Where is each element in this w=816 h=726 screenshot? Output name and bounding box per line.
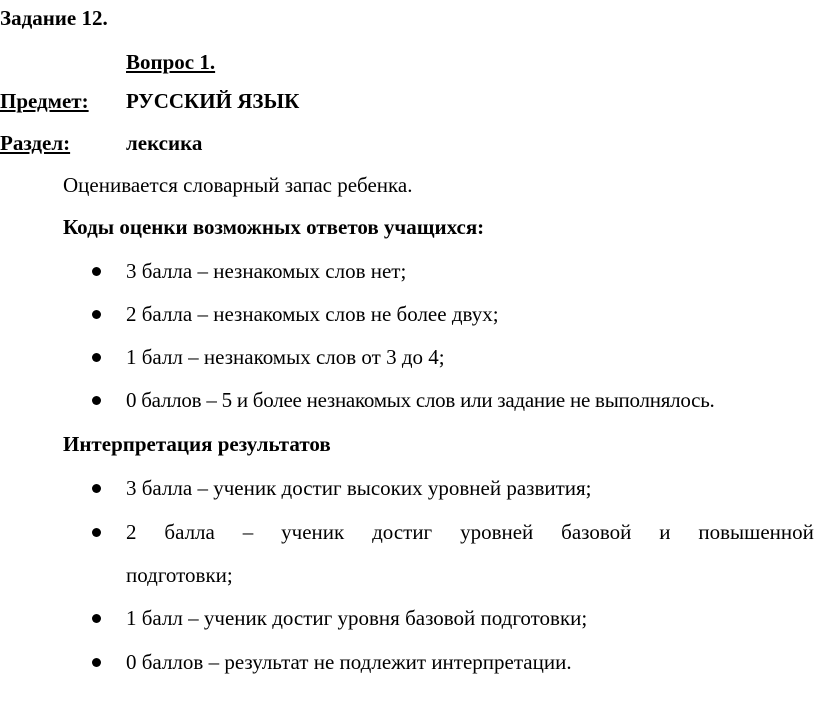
list-item: 3 балла – незнакомых слов нет;	[126, 259, 407, 283]
word: –	[242, 520, 254, 544]
intro-text: Оценивается словарный запас ребенка.	[63, 173, 413, 197]
list-item-justified	[126, 522, 814, 543]
question-title: Вопрос 1.	[126, 50, 216, 74]
word: базовой	[561, 520, 632, 544]
word: ученик	[281, 520, 345, 544]
subject-value: РУССКИЙ ЯЗЫК	[126, 89, 300, 113]
word: 2	[126, 520, 137, 544]
bullet-icon	[92, 614, 101, 623]
list-item: 1 балл – ученик достиг уровня базовой подготовки;	[126, 606, 588, 630]
bullet-icon	[92, 484, 101, 493]
bullet-icon	[92, 396, 101, 405]
section-label: Раздел:	[0, 131, 71, 155]
word: и	[659, 520, 671, 544]
list-item: 3 балла – ученик достиг высоких уровней развития;	[126, 476, 592, 500]
bullet-icon	[92, 353, 101, 362]
word: балла	[164, 520, 215, 544]
list-item: 0 баллов – 5 и более незнакомых слов или задание не выполнялось.	[126, 388, 715, 412]
list-item-continuation: подготовки;	[126, 563, 233, 587]
word: повышенной	[698, 520, 814, 544]
interpretation-heading: Интерпретация результатов	[63, 432, 331, 456]
section-value: лексика	[126, 131, 203, 155]
codes-heading: Коды оценки возможных ответов учащихся:	[63, 215, 485, 239]
list-item: 1 балл – незнакомых слов от 3 до 4;	[126, 345, 445, 369]
bullet-icon	[92, 658, 101, 667]
bullet-icon	[92, 310, 101, 319]
task-title: Задание 12.	[0, 6, 108, 30]
bullet-icon	[92, 528, 101, 537]
word: уровней	[460, 520, 534, 544]
word: достиг	[372, 520, 433, 544]
list-item: 0 баллов – результат не подлежит интерпретации.	[126, 650, 572, 674]
subject-label: Предмет:	[0, 89, 89, 113]
bullet-icon	[92, 267, 101, 276]
list-item: 2 балла – незнакомых слов не более двух;	[126, 302, 499, 326]
